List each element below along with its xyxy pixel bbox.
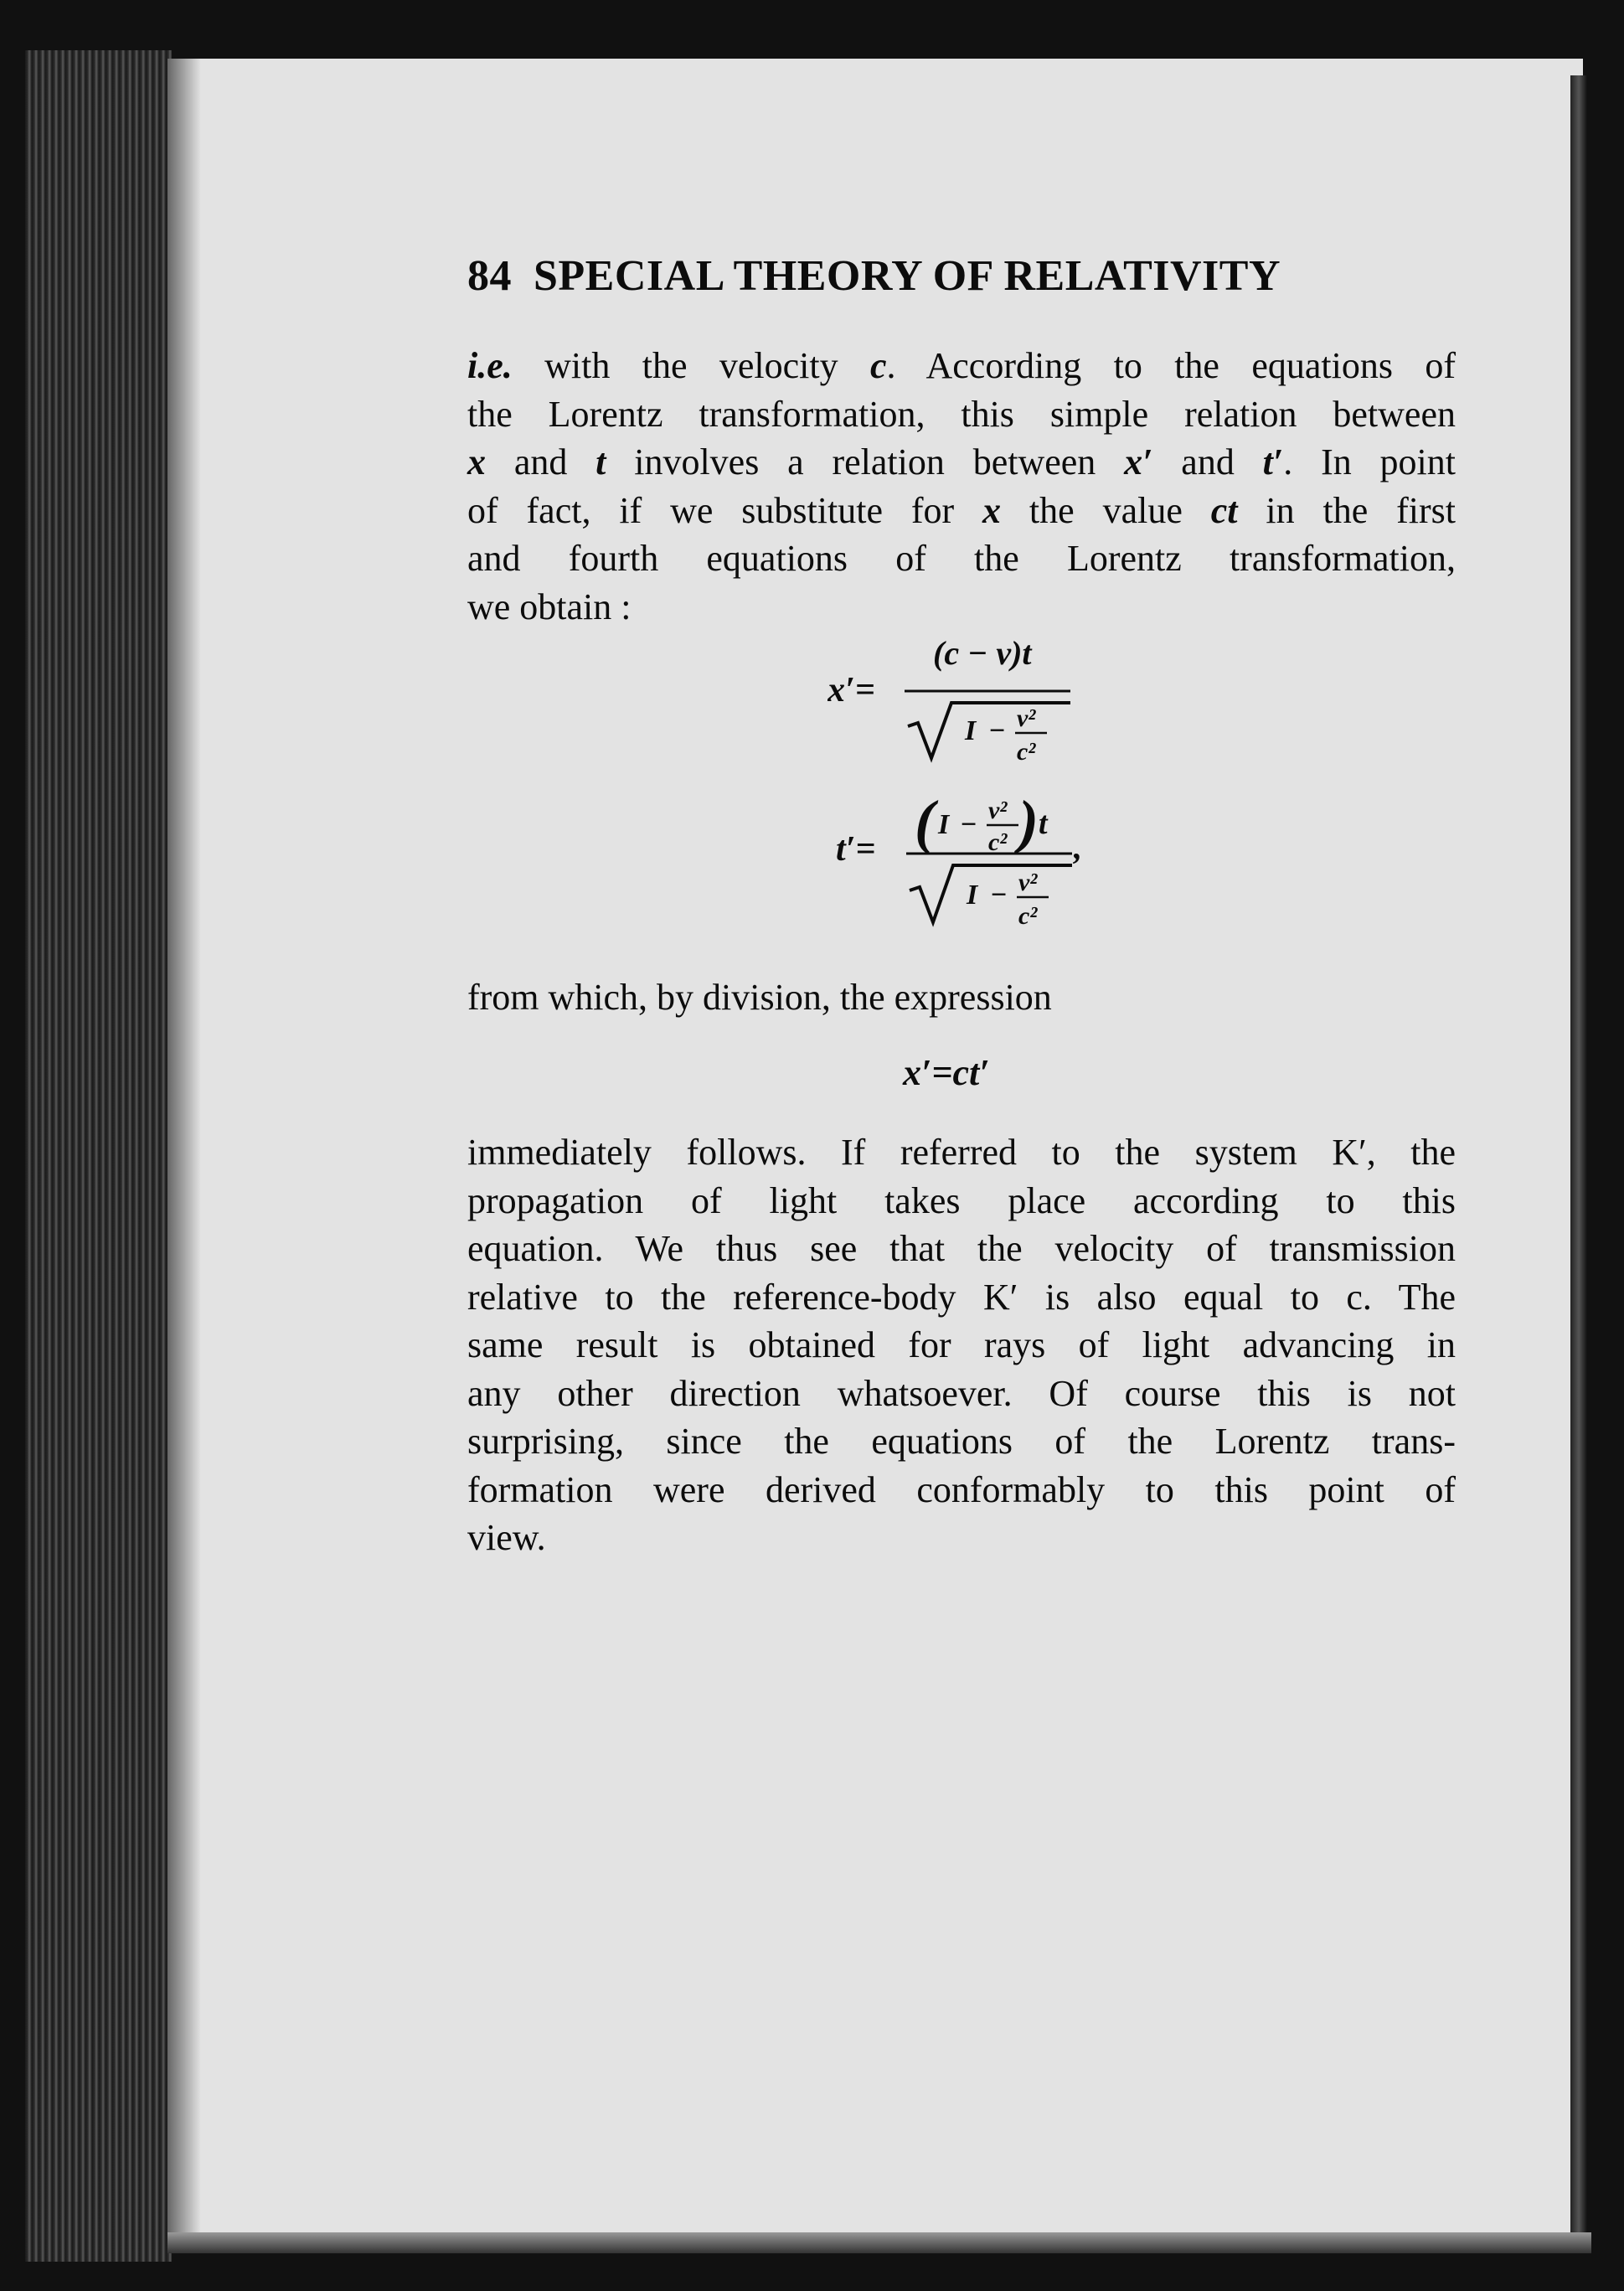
page-number: 84 <box>467 252 512 300</box>
paragraph-3-line-9: view. <box>467 1517 546 1558</box>
paragraph-3-line-3: equation. We thus see that the velocity of transmission <box>467 1228 1456 1269</box>
paragraph-1-line-5: and fourth equations of the Lorentz transformation, <box>467 538 1456 579</box>
paragraph-2 <box>467 973 1456 1022</box>
eq2-den-frac-den: c² <box>1018 902 1038 930</box>
paragraph-1-line-1 <box>467 342 1456 390</box>
paragraph-3-line-1: immediately follows. If referred to the system K′, the <box>467 1132 1456 1173</box>
var-x-prime: x′ <box>1124 441 1153 482</box>
equation-1 <box>827 632 1129 783</box>
var-x: x <box>467 441 486 482</box>
text-run: the value <box>1001 489 1211 531</box>
var-t: t <box>595 441 606 482</box>
text-run: and <box>486 441 596 482</box>
paragraph-3-line-4: relative to the reference-body K′ is also equal to c. The <box>467 1276 1456 1318</box>
eq2-num-frac-den: c² <box>988 828 1008 856</box>
paragraph-1-line-6: we obtain : <box>467 586 632 627</box>
abbrev-ie: i.e. <box>467 345 513 386</box>
running-title: SPECIAL THEORY OF RELATIVITY <box>534 252 1281 300</box>
paragraph-1-line-2: the Lorentz transformation, this simple relation between <box>467 393 1456 435</box>
var-c: c <box>870 345 887 386</box>
var-x: x <box>982 489 1002 531</box>
eq2-open-paren: ( <box>915 788 935 855</box>
paragraph-3-line-6: any other direction whatsoever. Of course this is not <box>467 1372 1456 1414</box>
paragraph-3-line-2: propagation of light takes place according to this <box>467 1179 1456 1221</box>
var-t-prime: t′ <box>1262 441 1284 482</box>
bottom-page-edge <box>168 2232 1591 2253</box>
eq1-numerator: (c − v)t <box>933 634 1032 672</box>
eq2-den-frac-num: v² <box>1018 869 1038 896</box>
paragraph-2-line-1: from which, by division, the expression <box>467 977 1052 1018</box>
eq2-den-minus: − <box>990 880 1008 911</box>
running-header <box>467 251 1456 301</box>
eq2-lhs: t′= <box>836 830 876 869</box>
gutter-shadow <box>168 59 201 2253</box>
right-page-edge <box>1570 75 1587 2237</box>
eq2-num-frac-num: v² <box>988 797 1008 824</box>
text-run: involves a relation between <box>606 441 1125 482</box>
eq1-den-minus: − <box>988 715 1006 746</box>
paragraph-3-line-7: surprising, since the equations of the Lorentz trans- <box>467 1421 1456 1462</box>
equation-2 <box>836 766 1137 967</box>
eq1-den-frac-num: v² <box>1017 704 1036 732</box>
paragraph-3-line-8: formation were derived conformably to this point of <box>467 1468 1456 1510</box>
paragraph-3-line-5: same result is obtained for rays of light advancing in <box>467 1324 1456 1365</box>
eq1-den-one: I <box>965 715 977 746</box>
paragraph-1 <box>467 342 1456 631</box>
equation-3: x′=ct′ <box>903 1052 990 1093</box>
text-run: . According to the equations of <box>886 345 1456 386</box>
text-run: of fact, if we substitute for <box>467 489 983 531</box>
eq2-den-one: I <box>967 880 978 911</box>
eq2-num-minus: − <box>960 809 977 840</box>
book-page-edges <box>25 50 172 2262</box>
text-run: . In point <box>1283 441 1456 482</box>
eq2-close-paren: ) <box>1018 788 1039 855</box>
var-ct: ct <box>1210 489 1238 531</box>
eq2-trailing-comma: , <box>1074 828 1082 866</box>
eq2-num-tail: t <box>1039 806 1048 841</box>
paragraph-1-line-4 <box>467 487 1456 535</box>
text-run: and <box>1152 441 1263 482</box>
eq1-den-frac-den: c² <box>1017 738 1036 766</box>
paragraph-1-line-3 <box>467 438 1456 487</box>
paragraph-3 <box>467 1128 1456 1562</box>
text-run: in the first <box>1237 489 1456 531</box>
text-run: with the velocity <box>512 345 871 386</box>
eq2-num-one: I <box>938 809 950 840</box>
eq1-lhs: x′= <box>827 671 875 709</box>
